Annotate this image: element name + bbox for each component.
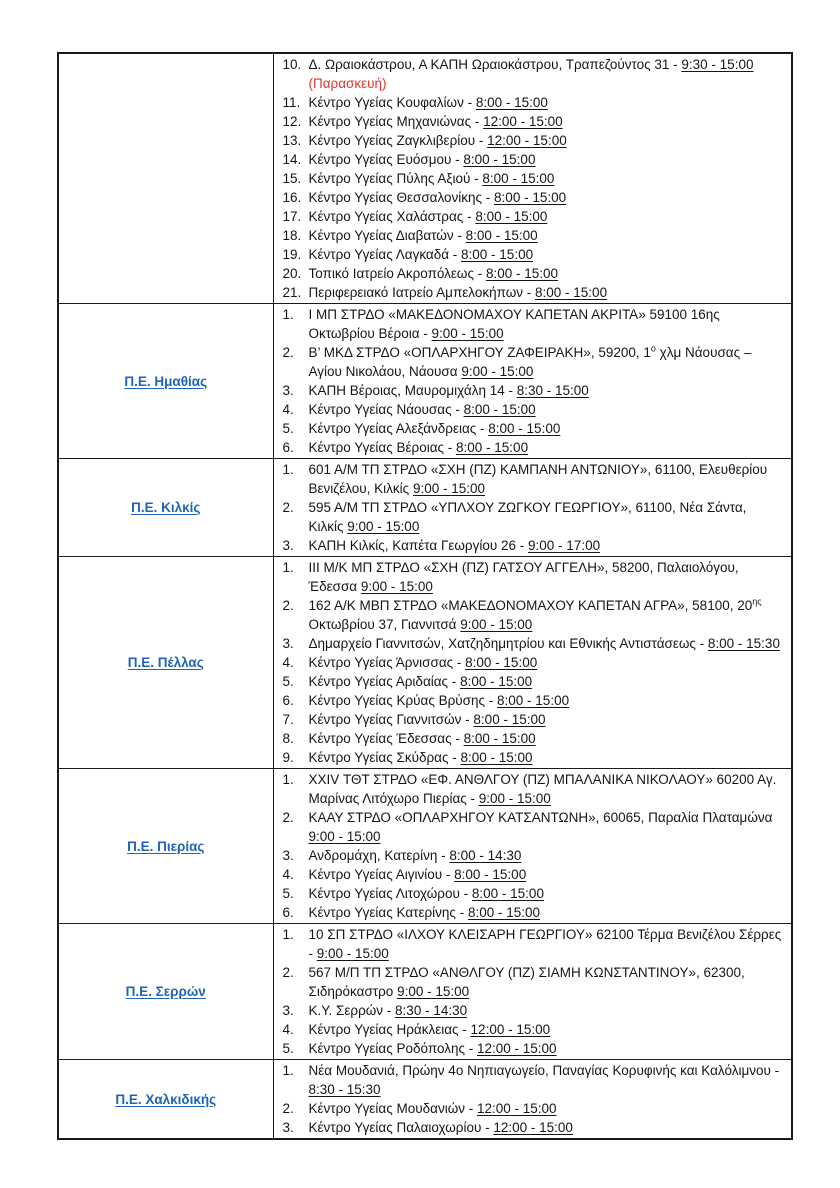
entry-text bbox=[309, 400, 784, 419]
entry-item bbox=[283, 884, 784, 903]
entry-number: 1. bbox=[282, 1063, 294, 1078]
time-range: 8:00 - 15:00 bbox=[471, 886, 544, 901]
entry-item bbox=[283, 419, 784, 438]
entry-text-segment: Κέντρο Υγείας Κατερίνης - bbox=[308, 905, 468, 920]
entry-text bbox=[309, 264, 784, 283]
entry-number: 16. bbox=[282, 190, 302, 205]
entry-text-segment: Κέντρο Υγείας Ηράκλειας - bbox=[308, 1022, 471, 1037]
entry-number: 8. bbox=[282, 731, 294, 746]
entry-item bbox=[283, 925, 784, 963]
entry-text-segment: ΚΑΑΥ ΣΤΡΔΟ «ΟΠΛΑΡΧΗΓΟΥ ΚΑΤΣΑΝΤΩΝΗ», 60065, Παραλία Πλαταμώνα bbox=[308, 810, 773, 825]
table-row bbox=[58, 53, 792, 304]
region-cell bbox=[58, 769, 273, 924]
time-range: 9:00 - 15:00 bbox=[460, 617, 533, 632]
entry-number: 5. bbox=[282, 674, 294, 689]
entry-text-segment: Κέντρο Υγείας Λιτοχώρου - bbox=[308, 886, 472, 901]
entry-text bbox=[309, 634, 784, 653]
entry-text-segment: Κέντρο Υγείας Μουδανιών - bbox=[308, 1101, 477, 1116]
entry-number: 1. bbox=[282, 927, 294, 942]
time-range: 12:00 - 15:00 bbox=[476, 1101, 557, 1116]
entry-text-segment: Τοπικό Ιατρείο Ακροπόλεως - bbox=[308, 266, 486, 281]
entry-text-segment: Δημαρχείο Γιαννιτσών, Χατζηδημητρίου και Εθνικής Αντιστάσεως - bbox=[308, 636, 708, 651]
entry-text-segment: Κέντρο Υγείας Αριδαίας - bbox=[308, 674, 461, 689]
entry-text bbox=[309, 343, 784, 381]
entry-number: 10. bbox=[282, 57, 302, 72]
table-row bbox=[58, 557, 792, 769]
entry-text-segment: Ανδρομάχη, Κατερίνη - bbox=[308, 848, 450, 863]
region-cell bbox=[58, 557, 273, 769]
region-cell bbox=[58, 1060, 273, 1140]
time-range: 8:00 - 15:00 bbox=[475, 209, 548, 224]
region-link[interactable]: Π.Ε. Ημαθίας bbox=[124, 373, 208, 389]
entry-text bbox=[309, 150, 784, 169]
entry-text bbox=[309, 748, 784, 767]
entry-item bbox=[283, 283, 784, 302]
entry-number: 3. bbox=[282, 383, 294, 398]
entry-item bbox=[283, 770, 784, 808]
entry-number: 4. bbox=[282, 655, 294, 670]
entry-item bbox=[283, 245, 784, 264]
region-cell bbox=[58, 459, 273, 557]
time-range: 12:00 - 15:00 bbox=[483, 114, 563, 129]
entry-text bbox=[309, 653, 784, 672]
entry-item bbox=[283, 343, 784, 381]
time-range: 9:00 - 15:00 bbox=[308, 829, 381, 844]
entry-text-segment: Κέντρο Υγείας Πύλης Αξιού - bbox=[308, 171, 483, 186]
entry-item bbox=[283, 634, 784, 653]
region-cell bbox=[58, 304, 273, 459]
entry-text bbox=[309, 381, 784, 400]
entry-item bbox=[283, 264, 784, 283]
entry-number: 1. bbox=[282, 307, 294, 322]
entry-number: 4. bbox=[282, 867, 294, 882]
time-range: 9:00 - 15:00 bbox=[347, 519, 420, 534]
entry-text bbox=[309, 558, 784, 596]
entry-text bbox=[309, 55, 784, 93]
entry-number: 1. bbox=[282, 560, 294, 575]
time-range: 8:00 - 15:00 bbox=[475, 95, 548, 110]
entry-text bbox=[309, 93, 784, 112]
entry-number: 21. bbox=[282, 285, 302, 300]
entry-number: 5. bbox=[282, 421, 294, 436]
entry-number: 2. bbox=[282, 598, 294, 613]
time-range: 12:00 - 15:00 bbox=[493, 1120, 573, 1135]
table-row bbox=[58, 924, 792, 1060]
entry-text-segment: Κέντρο Υγείας Μηχανιώνας - bbox=[308, 114, 484, 129]
time-range: 9:00 - 17:00 bbox=[528, 538, 601, 553]
entry-number: 2. bbox=[282, 810, 294, 825]
entry-text bbox=[309, 305, 784, 343]
entry-text-segment: Νέα Μουδανιά, Πρώην 4ο Νηπιαγωγείο, Παναγίας Κορυφινής και Καλόλιμνου - bbox=[308, 1063, 780, 1078]
ordinal-superscript: ης bbox=[752, 596, 762, 607]
entry-number: 4. bbox=[282, 1022, 294, 1037]
entry-text bbox=[309, 963, 784, 1001]
time-range: 8:00 - 15:00 bbox=[460, 674, 533, 689]
entry-text bbox=[309, 112, 784, 131]
entry-text-segment: ΙΙΙ Μ/Κ ΜΠ ΣΤΡΔΟ «ΣΧΗ (ΠΖ) ΓΑΤΣΟΥ ΑΓΓΕΛΗ», 58200, Παλαιολόγου, Έδεσσα bbox=[308, 560, 739, 594]
entry-text-segment: Περιφερειακό Ιατρείο Αμπελοκήπων - bbox=[308, 285, 536, 300]
entry-item bbox=[283, 1001, 784, 1020]
entry-text-segment: Κέντρο Υγείας Παλαιοχωρίου - bbox=[308, 1120, 494, 1135]
entry-number: 6. bbox=[282, 440, 294, 455]
entry-number: 2. bbox=[282, 965, 294, 980]
entry-text-segment: Κέντρο Υγείας Βέροιας - bbox=[308, 440, 457, 455]
entry-text bbox=[309, 438, 784, 457]
region-cell bbox=[58, 924, 273, 1060]
entry-item bbox=[283, 846, 784, 865]
time-range: 8:30 - 15:30 bbox=[308, 1082, 381, 1097]
entry-item bbox=[283, 710, 784, 729]
entry-text-segment: Κέντρο Υγείας Ευόσμου - bbox=[308, 152, 464, 167]
entry-number: 2. bbox=[282, 500, 294, 515]
entry-text bbox=[309, 1001, 784, 1020]
entry-item bbox=[283, 729, 784, 748]
entry-item bbox=[283, 1039, 784, 1058]
table-row bbox=[58, 769, 792, 924]
entry-item bbox=[283, 1020, 784, 1039]
entry-number: 2. bbox=[282, 345, 294, 360]
entry-item bbox=[283, 169, 784, 188]
time-range: 8:00 - 15:00 bbox=[463, 731, 536, 746]
entry-text bbox=[309, 884, 784, 903]
entry-text-segment: Κέντρο Υγείας Αλεξάνδρειας - bbox=[308, 421, 489, 436]
region-link[interactable]: Π.Ε. Πιερίας bbox=[127, 838, 205, 854]
entry-number: 3. bbox=[282, 1003, 294, 1018]
entry-text-segment: 162 Α/Κ ΜΒΠ ΣΤΡΔΟ «ΜΑΚΕΔΟΝΟΜΑΧΟΥ ΚΑΠΕΤΑΝ ΑΓΡΑ», 58100, 20 bbox=[308, 598, 753, 613]
time-range: 8:00 - 15:00 bbox=[463, 402, 536, 417]
time-range: 8:00 - 15:00 bbox=[463, 152, 536, 167]
entry-text bbox=[309, 1020, 784, 1039]
entry-item bbox=[283, 558, 784, 596]
entry-text-segment: Κέντρο Υγείας Νάουσας - bbox=[308, 402, 464, 417]
entry-number: 4. bbox=[282, 402, 294, 417]
region-link[interactable]: Π.Ε. Χαλκιδικής bbox=[115, 1091, 217, 1107]
region-link[interactable]: Π.Ε. Πέλλας bbox=[127, 655, 204, 670]
time-range: 9:30 - 15:00 bbox=[681, 57, 754, 72]
entry-text bbox=[309, 536, 784, 555]
entry-text-segment: 10 ΣΠ ΣΤΡΔΟ «ΙΛΧΟΥ ΚΛΕΙΣΑΡΗ ΓΕΩΡΓΙΟΥ» 62100 Τέρμα Βενιζέλου Σέρρες - bbox=[308, 927, 782, 961]
entry-text-segment: ΚΑΠΗ Βέροιας, Μαυρομιχάλη 14 - bbox=[308, 383, 517, 398]
time-range: 9:00 - 15:00 bbox=[412, 481, 486, 496]
entry-text-segment: 567 Μ/Π ΤΠ ΣΤΡΔΟ «ΑΝΘΛΓΟΥ (ΠΖ) ΣΙΑΜΗ ΚΩΝΣΤΑΝΤΙΝΟΥ», 62300, Σιδηρόκαστρο bbox=[308, 965, 745, 999]
entry-item bbox=[283, 653, 784, 672]
entry-text-segment: 595 Α/Μ ΤΠ ΣΤΡΔΟ «ΥΠΛΧΟΥ ΖΩΓΚΟΥ ΓΕΩΡΓΙΟΥ», 61100, Νέα Σάντα, Κιλκίς bbox=[308, 500, 747, 534]
entry-item bbox=[283, 55, 784, 93]
entry-text bbox=[309, 207, 784, 226]
entry-number: 13. bbox=[282, 133, 302, 148]
items-cell bbox=[273, 924, 792, 1060]
entry-item bbox=[283, 400, 784, 419]
entry-text bbox=[309, 691, 784, 710]
entry-item bbox=[283, 438, 784, 457]
schedule-table-body bbox=[58, 53, 792, 1139]
entry-number: 20. bbox=[282, 266, 302, 281]
entry-text-segment: Ι ΜΠ ΣΤΡΔΟ «ΜΑΚΕΔΟΝΟΜΑΧΟΥ ΚΑΠΕΤΑΝ ΑΚΡΙΤΑ» 59100 16ης Οκτωβρίου Βέροια - bbox=[308, 307, 720, 341]
entry-text-segment: Δ. Ωραιοκάστρου, Α ΚΑΠΗ Ωραιοκάστρου, Τραπεζούντος 31 - bbox=[308, 57, 682, 72]
entry-item bbox=[283, 1061, 784, 1099]
entry-item bbox=[283, 691, 784, 710]
entry-text bbox=[309, 865, 784, 884]
entry-item bbox=[283, 903, 784, 922]
entry-text bbox=[309, 672, 784, 691]
time-range: 8:00 - 15:30 bbox=[707, 636, 780, 651]
entry-text-segment: Κέντρο Υγείας Αιγινίου - bbox=[308, 867, 455, 882]
time-range: 8:00 - 15:00 bbox=[473, 712, 546, 727]
time-range: 8:00 - 15:00 bbox=[460, 750, 533, 765]
time-range: 8:00 - 15:00 bbox=[454, 867, 527, 882]
schedule-table bbox=[57, 52, 793, 1140]
region-cell bbox=[58, 53, 273, 304]
time-range: 12:00 - 15:00 bbox=[470, 1022, 551, 1037]
entry-text-segment: Κέντρο Υγείας Άρνισσας - bbox=[308, 655, 466, 670]
entry-number: 5. bbox=[282, 886, 294, 901]
table-row bbox=[58, 459, 792, 557]
entry-item bbox=[283, 131, 784, 150]
entry-text bbox=[309, 1061, 784, 1099]
items-cell bbox=[273, 769, 792, 924]
entry-text-segment: Κέντρο Υγείας Χαλάστρας - bbox=[308, 209, 476, 224]
entry-text bbox=[309, 226, 784, 245]
entry-text bbox=[309, 460, 784, 498]
time-range: 8:30 - 15:00 bbox=[516, 383, 589, 398]
time-range: 8:00 - 15:00 bbox=[485, 266, 559, 281]
entry-text-segment: Κέντρο Υγείας Ροδόπολης - bbox=[308, 1041, 477, 1056]
time-range: 9:00 - 15:00 bbox=[316, 946, 389, 961]
entry-item bbox=[283, 536, 784, 555]
entry-item bbox=[283, 748, 784, 767]
entry-text bbox=[309, 710, 784, 729]
items-cell bbox=[273, 304, 792, 459]
entry-item bbox=[283, 207, 784, 226]
entry-number: 15. bbox=[282, 171, 302, 186]
time-range: 8:00 - 15:00 bbox=[456, 440, 529, 455]
entry-number: 3. bbox=[282, 1120, 294, 1135]
entry-number: 6. bbox=[282, 693, 294, 708]
entry-text-segment: Κέντρο Υγείας Κρύας Βρύσης - bbox=[308, 693, 498, 708]
entry-item bbox=[283, 1099, 784, 1118]
entry-text-segment: Κέντρο Υγείας Θεσσαλονίκης - bbox=[308, 190, 495, 205]
entry-number: 1. bbox=[282, 462, 294, 477]
entry-text bbox=[309, 925, 784, 963]
entry-text bbox=[309, 1099, 784, 1118]
entry-item bbox=[283, 498, 784, 536]
entry-text-segment: Κέντρο Υγείας Έδεσσας - bbox=[308, 731, 464, 746]
entry-text bbox=[309, 169, 784, 188]
entry-item bbox=[283, 865, 784, 884]
entry-text-segment: Οκτωβρίου 37, Γιαννιτσά bbox=[308, 617, 461, 632]
time-range: 8:00 - 15:00 bbox=[494, 190, 567, 205]
items-cell bbox=[273, 459, 792, 557]
entry-text-segment: χλμ Νάουσας – Αγίου Νικολάου, Νάουσα bbox=[308, 345, 752, 379]
entry-text bbox=[309, 283, 784, 302]
ordinal-superscript: ο bbox=[650, 343, 656, 354]
time-range: 9:00 - 15:00 bbox=[478, 791, 551, 806]
time-range: 9:00 - 15:00 bbox=[431, 326, 504, 341]
time-range: 8:30 - 14:30 bbox=[395, 1003, 468, 1018]
entry-number: 18. bbox=[282, 228, 302, 243]
entry-text bbox=[309, 245, 784, 264]
entry-text-segment: Κ.Υ. Σερρών - bbox=[308, 1003, 396, 1018]
entry-number: 6. bbox=[282, 905, 294, 920]
entry-text-segment: Β’ ΜΚΔ ΣΤΡΔΟ «ΟΠΛΑΡΧΗΓΟΥ ΖΑΦΕΙΡΑΚΗ», 59200, 1 bbox=[308, 345, 651, 360]
items-cell bbox=[273, 53, 792, 304]
time-range: 8:00 - 15:00 bbox=[465, 655, 538, 670]
entry-number: 2. bbox=[282, 1101, 294, 1116]
entry-number: 9. bbox=[282, 750, 294, 765]
entry-number: 17. bbox=[282, 209, 302, 224]
entry-text bbox=[309, 770, 784, 808]
entry-text bbox=[309, 903, 784, 922]
time-range: 8:00 - 15:00 bbox=[497, 693, 570, 708]
entry-item bbox=[283, 381, 784, 400]
entry-item bbox=[283, 1118, 784, 1137]
table-row bbox=[58, 1060, 792, 1140]
entry-text-segment: ΚΑΠΗ Κιλκίς, Καπέτα Γεωργίου 26 - bbox=[308, 538, 529, 553]
entry-number: 11. bbox=[282, 95, 301, 110]
entry-number: 7. bbox=[282, 712, 294, 727]
entry-text bbox=[309, 498, 784, 536]
time-range: 9:00 - 15:00 bbox=[461, 364, 534, 379]
entry-number: 5. bbox=[282, 1041, 294, 1056]
entry-number: 3. bbox=[282, 636, 294, 651]
entry-number: 14. bbox=[282, 152, 302, 167]
entry-text-segment: Κέντρο Υγείας Σκύδρας - bbox=[308, 750, 461, 765]
time-range: 12:00 - 15:00 bbox=[487, 133, 567, 148]
entry-number: 1. bbox=[282, 772, 294, 787]
entry-item bbox=[283, 112, 784, 131]
region-link[interactable]: Π.Ε. Κιλκίς bbox=[131, 500, 201, 515]
time-range: 8:00 - 15:00 bbox=[488, 421, 561, 436]
entry-text bbox=[309, 131, 784, 150]
entry-text-segment: 601 Α/Μ ΤΠ ΣΤΡΔΟ «ΣΧΗ (ΠΖ) ΚΑΜΠΑΝΗ ΑΝΤΩΝΙΟΥ», 61100, Ελευθερίου Βενιζέλου, Κιλκίς bbox=[308, 462, 768, 496]
time-range: 9:00 - 15:00 bbox=[360, 579, 433, 594]
entry-number: 12. bbox=[282, 114, 302, 129]
entry-number: 3. bbox=[282, 538, 294, 553]
entry-item bbox=[283, 188, 784, 207]
entry-item bbox=[283, 150, 784, 169]
entry-text bbox=[309, 846, 784, 865]
entry-text-segment: Κέντρο Υγείας Κουφαλίων - bbox=[308, 95, 476, 110]
time-range: 8:00 - 15:00 bbox=[467, 905, 540, 920]
time-range: 8:00 - 15:00 bbox=[535, 285, 608, 300]
entry-item bbox=[283, 226, 784, 245]
entry-text bbox=[309, 808, 784, 846]
table-row bbox=[58, 304, 792, 459]
time-range: 8:00 - 14:30 bbox=[449, 848, 522, 863]
entry-item bbox=[283, 963, 784, 1001]
entry-item bbox=[283, 305, 784, 343]
region-link[interactable]: Π.Ε. Σερρών bbox=[125, 984, 206, 999]
entry-item bbox=[283, 93, 784, 112]
entry-number: 3. bbox=[282, 848, 294, 863]
entry-item bbox=[283, 460, 784, 498]
entry-item bbox=[283, 596, 784, 634]
time-range: 8:00 - 15:00 bbox=[465, 228, 538, 243]
entry-text bbox=[309, 1039, 784, 1058]
time-range: 9:00 - 15:00 bbox=[397, 984, 470, 999]
entry-text-segment: Κέντρο Υγείας Ζαγκλιβερίου - bbox=[308, 133, 488, 148]
entry-text bbox=[309, 596, 784, 634]
entry-text bbox=[309, 188, 784, 207]
weekday-note: (Παρασκευή) bbox=[308, 76, 387, 91]
entry-number: 19. bbox=[282, 247, 302, 262]
entry-item bbox=[283, 808, 784, 846]
entry-text-segment: XXIV ΤΘΤ ΣΤΡΔΟ «ΕΦ. ΑΝΘΛΓΟΥ (ΠΖ) ΜΠΑΛΑΝΙΚΑ ΝΙΚΟΛΑΟΥ» 60200 Αγ. Μαρίνας Λιτόχωρο Πιερίας - bbox=[308, 772, 777, 806]
entry-text-segment: Κέντρο Υγείας Λαγκαδά - bbox=[308, 247, 462, 262]
items-cell bbox=[273, 557, 792, 769]
entry-text bbox=[309, 419, 784, 438]
items-cell bbox=[273, 1060, 792, 1140]
entry-text bbox=[309, 1118, 784, 1137]
entry-text-segment: Κέντρο Υγείας Διαβατών - bbox=[308, 228, 466, 243]
time-range: 8:00 - 15:00 bbox=[482, 171, 555, 186]
time-range: 8:00 - 15:00 bbox=[461, 247, 534, 262]
entry-text-segment: Κέντρο Υγείας Γιαννιτσών - bbox=[308, 712, 474, 727]
entry-text bbox=[309, 729, 784, 748]
time-range: 12:00 - 15:00 bbox=[476, 1041, 557, 1056]
entry-item bbox=[283, 672, 784, 691]
